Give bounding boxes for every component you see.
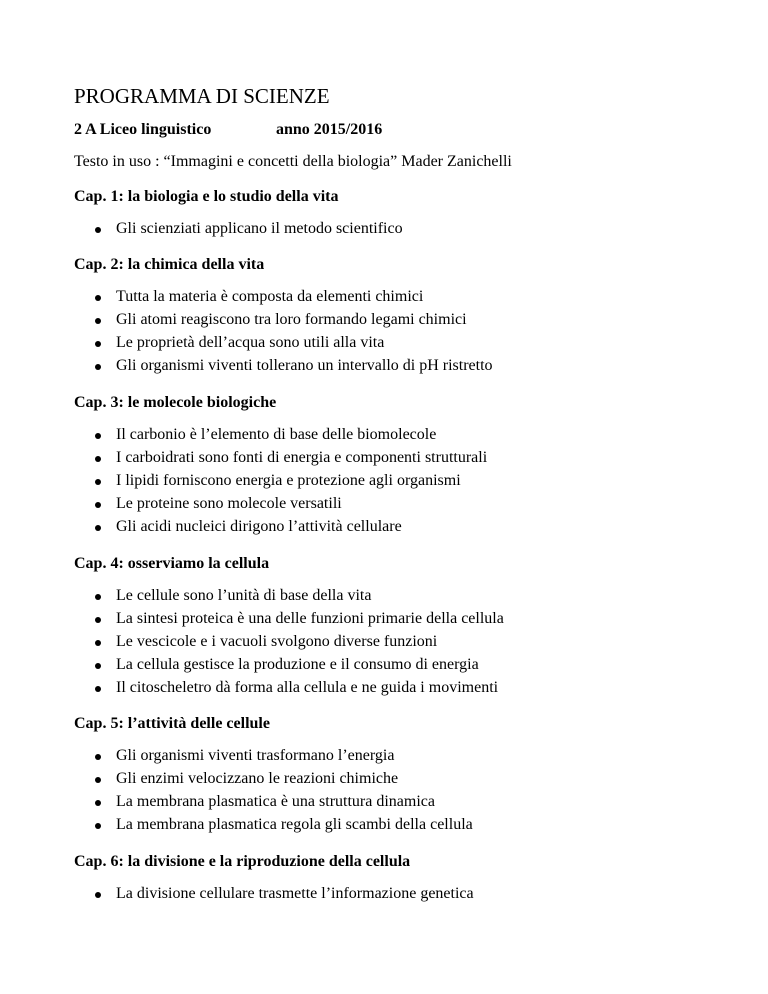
chapter-6 bbox=[74, 852, 734, 907]
list-item bbox=[74, 219, 734, 242]
topic-text: Il citoscheletro dà forma alla cellula e ne guida i movimenti bbox=[116, 679, 499, 696]
bullet-icon bbox=[95, 227, 101, 233]
list-item bbox=[74, 632, 734, 655]
chapter-1 bbox=[74, 187, 734, 242]
bullet-icon bbox=[95, 892, 101, 898]
topic-list bbox=[74, 884, 734, 907]
topic-text: La cellula gestisce la produzione e il consumo di energia bbox=[116, 656, 479, 673]
list-item bbox=[74, 287, 734, 310]
list-item bbox=[74, 746, 734, 769]
chapter-heading: Cap. 2: la chimica della vita bbox=[74, 256, 265, 273]
topic-text: La membrana plasmatica è una struttura dinamica bbox=[116, 793, 435, 810]
textbook-line: Testo in uso : “Immagini e concetti della biologia” Mader Zanichelli bbox=[74, 153, 512, 170]
bullet-icon bbox=[95, 318, 101, 324]
topic-text: Gli scienziati applicano il metodo scientifico bbox=[116, 220, 403, 237]
topic-text: I carboidrati sono fonti di energia e componenti strutturali bbox=[116, 449, 488, 466]
topic-list bbox=[74, 586, 734, 701]
bullet-icon bbox=[95, 686, 101, 692]
chapter-2 bbox=[74, 255, 734, 379]
list-item bbox=[74, 310, 734, 333]
chapter-4 bbox=[74, 554, 734, 701]
class-label: 2 A Liceo linguistico bbox=[74, 121, 212, 138]
topic-text: I lipidi forniscono energia e protezione agli organismi bbox=[116, 472, 461, 489]
chapter-5 bbox=[74, 714, 734, 838]
topic-list bbox=[74, 746, 734, 838]
topic-text: Il carbonio è l’elemento di base delle biomolecole bbox=[116, 426, 437, 443]
topic-text: Gli organismi viventi tollerano un intervallo di pH ristretto bbox=[116, 357, 493, 374]
list-item bbox=[74, 517, 734, 540]
list-item bbox=[74, 425, 734, 448]
list-item bbox=[74, 609, 734, 632]
chapter-heading: Cap. 6: la divisione e la riproduzione della cellula bbox=[74, 853, 411, 870]
list-item bbox=[74, 815, 734, 838]
topic-text: La membrana plasmatica regola gli scambi della cellula bbox=[116, 816, 473, 833]
year-label: anno 2015/2016 bbox=[276, 121, 383, 138]
bullet-icon bbox=[95, 617, 101, 623]
list-item bbox=[74, 884, 734, 907]
topic-text: Gli atomi reagiscono tra loro formando legami chimici bbox=[116, 311, 467, 328]
list-item bbox=[74, 655, 734, 678]
list-item bbox=[74, 792, 734, 815]
topic-text: Le proprietà dell’acqua sono utili alla vita bbox=[116, 334, 385, 351]
list-item bbox=[74, 678, 734, 701]
bullet-icon bbox=[95, 295, 101, 301]
bullet-icon bbox=[95, 502, 101, 508]
chapter-heading: Cap. 3: le molecole biologiche bbox=[74, 394, 277, 411]
bullet-icon bbox=[95, 777, 101, 783]
topic-text: La sintesi proteica è una delle funzioni primarie della cellula bbox=[116, 610, 504, 627]
topic-text: Gli organismi viventi trasformano l’energia bbox=[116, 747, 395, 764]
bullet-icon bbox=[95, 433, 101, 439]
topic-list bbox=[74, 287, 734, 379]
list-item bbox=[74, 586, 734, 609]
chapter-heading: Cap. 4: osserviamo la cellula bbox=[74, 555, 270, 572]
topic-text: Tutta la materia è composta da elementi chimici bbox=[116, 288, 424, 305]
bullet-icon bbox=[95, 640, 101, 646]
list-item bbox=[74, 494, 734, 517]
topic-list bbox=[74, 219, 734, 242]
chapter-heading: Cap. 5: l’attività delle cellule bbox=[74, 715, 270, 732]
topic-text: La divisione cellulare trasmette l’informazione genetica bbox=[116, 885, 474, 902]
bullet-icon bbox=[95, 479, 101, 485]
bullet-icon bbox=[95, 663, 101, 669]
topic-text: Le cellule sono l’unità di base della vita bbox=[116, 587, 372, 604]
list-item bbox=[74, 333, 734, 356]
bullet-icon bbox=[95, 823, 101, 829]
topic-list bbox=[74, 425, 734, 540]
chapter-heading: Cap. 1: la biologia e lo studio della vita bbox=[74, 188, 339, 205]
class-year-line bbox=[74, 120, 383, 140]
bullet-icon bbox=[95, 754, 101, 760]
topic-text: Le proteine sono molecole versatili bbox=[116, 495, 342, 512]
list-item bbox=[74, 769, 734, 792]
bullet-icon bbox=[95, 364, 101, 370]
bullet-icon bbox=[95, 341, 101, 347]
document-title: PROGRAMMA DI SCIENZE bbox=[74, 84, 330, 108]
topic-text: Gli acidi nucleici dirigono l’attività cellulare bbox=[116, 518, 402, 535]
list-item bbox=[74, 448, 734, 471]
topic-text: Gli enzimi velocizzano le reazioni chimiche bbox=[116, 770, 399, 787]
bullet-icon bbox=[95, 456, 101, 462]
topic-text: Le vescicole e i vacuoli svolgono diverse funzioni bbox=[116, 633, 438, 650]
list-item bbox=[74, 356, 734, 379]
bullet-icon bbox=[95, 594, 101, 600]
list-item bbox=[74, 471, 734, 494]
bullet-icon bbox=[95, 800, 101, 806]
bullet-icon bbox=[95, 525, 101, 531]
chapter-3 bbox=[74, 393, 734, 540]
